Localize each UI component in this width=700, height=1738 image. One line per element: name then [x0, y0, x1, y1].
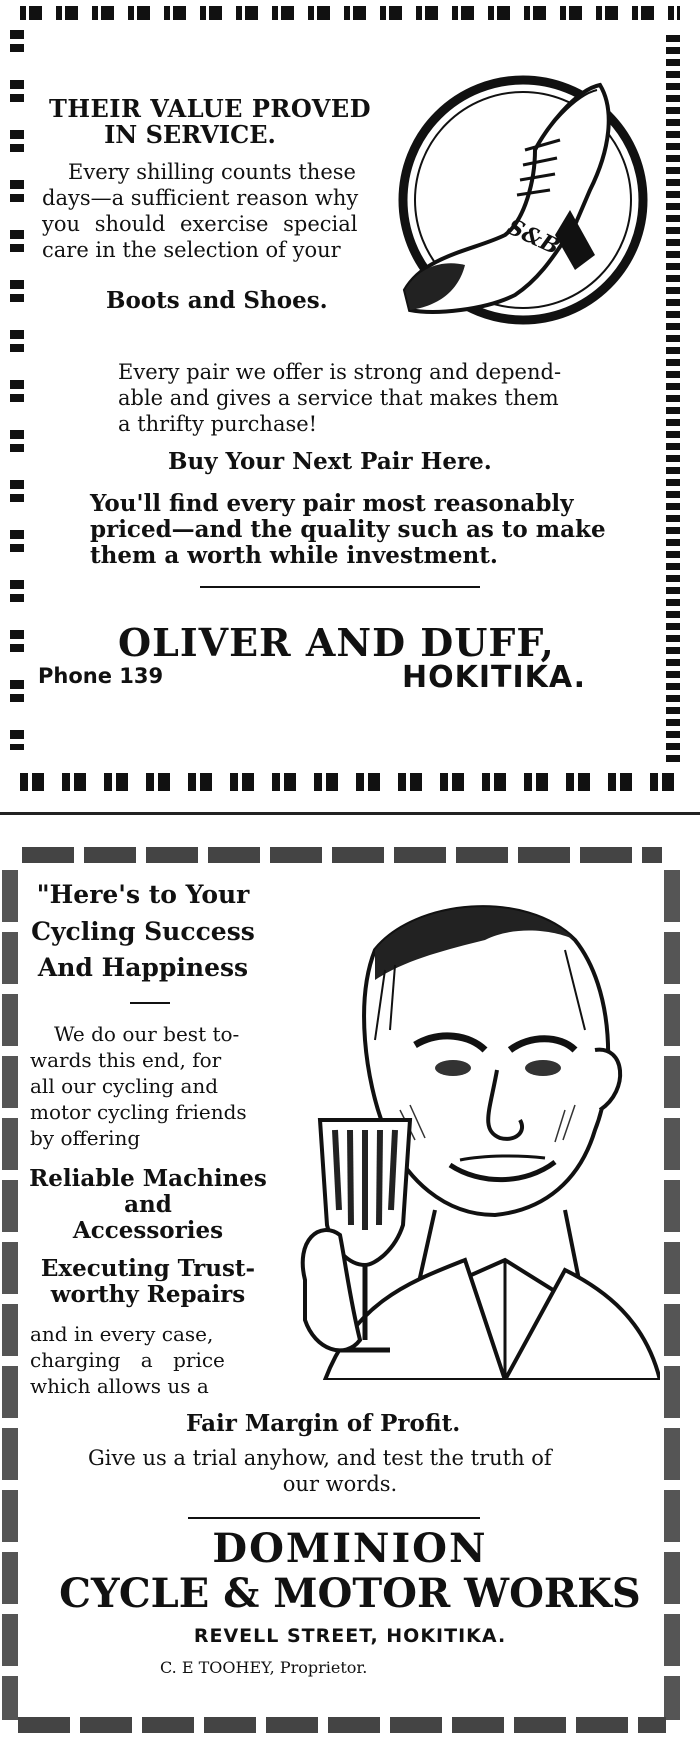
company-name-line-2: CYCLE & MOTOR WORKS: [59, 1570, 641, 1617]
intro-line-1: Every shilling counts these: [68, 160, 356, 184]
divider-rule: [188, 1517, 480, 1519]
ornamental-border-left: [10, 30, 24, 750]
ad-headline-line-2: IN SERVICE.: [104, 120, 276, 149]
trial-line-2: our words.: [282, 1472, 398, 1496]
trial-line-1: Give us a trial anyhow, and test the truth of: [88, 1446, 552, 1470]
shoe-brand-logo: S&B: [503, 213, 564, 261]
ornamental-border-left: [2, 870, 18, 1720]
divider-rule: [200, 586, 480, 588]
ad-headline-line-2: Cycling Success: [31, 917, 255, 946]
feature-machines-line-1: Reliable Machines: [29, 1165, 267, 1192]
body-line-1: Every pair we offer is strong and depend-: [118, 360, 562, 384]
ad-headline-line-1: THEIR VALUE PROVED: [48, 94, 372, 123]
body-line-2: able and gives a service that makes them: [118, 386, 559, 410]
product-heading: Boots and Shoes.: [106, 287, 328, 314]
body-line-3: a thrifty purchase!: [118, 412, 318, 436]
outro-line-1: and in every case,: [30, 1322, 214, 1346]
feature-repairs-line-1: Executing Trust-: [40, 1255, 256, 1282]
intro-line-5: by offering: [30, 1126, 141, 1150]
feature-repairs-line-2: worthy Repairs: [50, 1281, 246, 1308]
column-separator: [0, 812, 700, 815]
feature-machines-line-3: Accessories: [72, 1217, 224, 1244]
call-to-action: Buy Your Next Pair Here.: [168, 448, 492, 475]
town-name: HOKITIKA.: [402, 660, 587, 695]
cycle-advertisement: [0, 835, 700, 1738]
ornamental-border-top: [20, 6, 680, 20]
ad-headline-line-1: "Here's to Your: [36, 880, 250, 909]
street-address: REVELL STREET, HOKITIKA.: [193, 1625, 507, 1647]
phone-number: Phone 139: [38, 664, 164, 688]
company-name-line-1: DOMINION: [212, 1525, 488, 1572]
ad-headline-line-3: And Happiness: [37, 953, 249, 982]
intro-line-2: wards this end, for: [30, 1048, 222, 1072]
intro-line-4: motor cycling friends: [30, 1100, 247, 1124]
man-toasting-illustration: [265, 880, 660, 1380]
small-divider: [130, 1002, 170, 1004]
ornamental-border-right: [666, 35, 680, 765]
intro-line-3: you should exercise special: [42, 212, 358, 236]
ornamental-border-top: [22, 847, 662, 863]
intro-line-2: days—a sufficient reason why: [42, 186, 359, 210]
shoe-advertisement: [0, 0, 700, 815]
shoe-illustration: [385, 70, 660, 335]
intro-line-4: care in the selection of your: [42, 238, 341, 262]
intro-line-3: all our cycling and: [30, 1074, 219, 1098]
intro-line-1: We do our best to-: [54, 1022, 240, 1046]
ornamental-border-bottom: [18, 1717, 666, 1733]
pitch-line-1: You'll find every pair most reasonably: [90, 490, 574, 517]
feature-machines-line-2: and: [124, 1191, 172, 1218]
proprietor-credit: C. E TOOHEY, Proprietor.: [160, 1658, 368, 1677]
fair-margin-heading: Fair Margin of Profit.: [186, 1410, 461, 1437]
pitch-line-2: priced—and the quality such as to make: [90, 516, 606, 543]
pitch-line-3: them a worth while investment.: [90, 542, 498, 569]
outro-line-3: which allows us a: [30, 1374, 209, 1398]
outro-line-2: charging a price: [30, 1348, 225, 1372]
ornamental-border-bottom: [20, 773, 680, 791]
company-name: OLIVER AND DUFF,: [118, 620, 555, 665]
